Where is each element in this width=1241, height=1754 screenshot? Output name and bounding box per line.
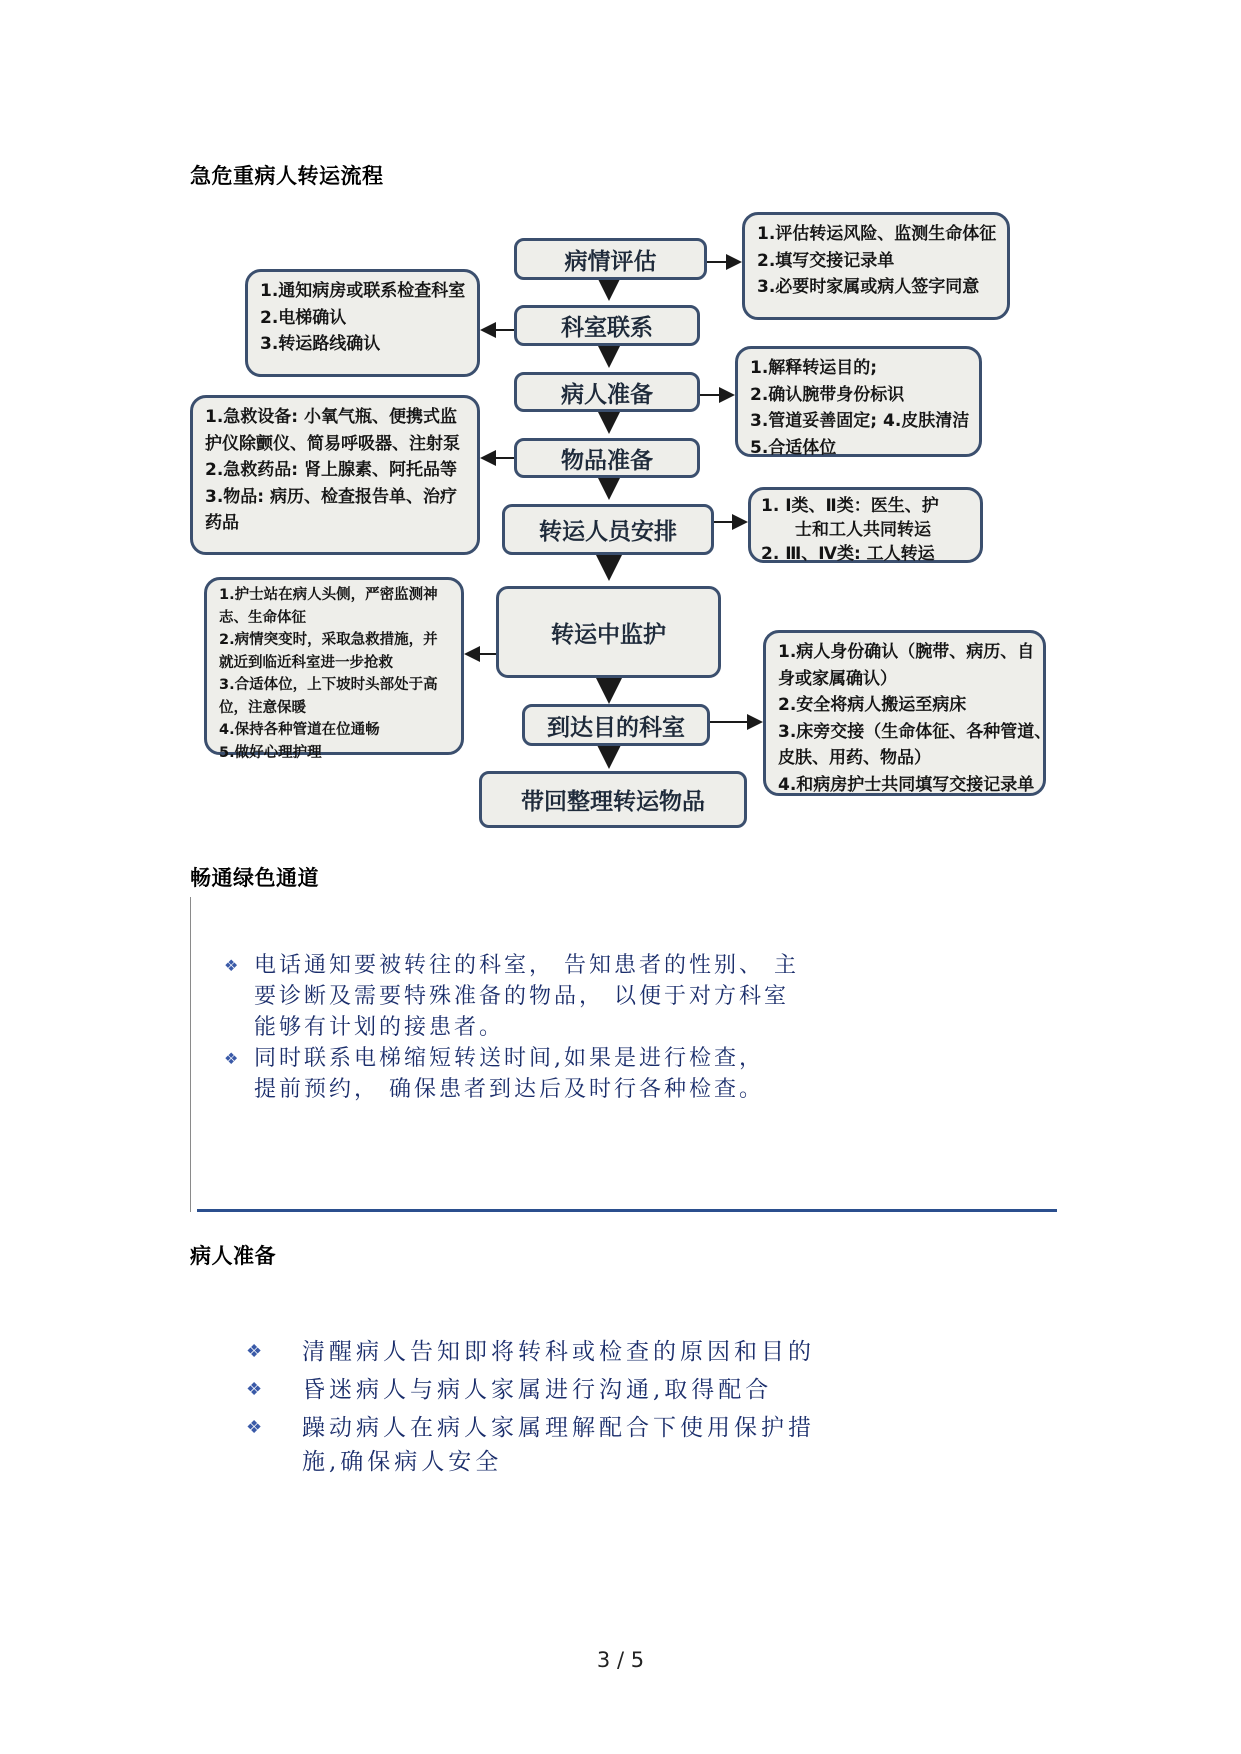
section-heading-flow: 急危重病人转运流程 — [190, 164, 384, 188]
diamond-cluster-icon: ❖ — [246, 1417, 267, 1438]
bullet-line: 要诊断及需要特殊准备的物品， 以便于对方科室 — [254, 984, 789, 1009]
note-line: 2.安全将病人搬运至病床 — [778, 695, 967, 715]
diamond-cluster-icon: ❖ — [246, 1379, 267, 1400]
section-heading-patient-prep: 病人准备 — [190, 1244, 276, 1268]
note-line: 1.护士站在病人头侧，严密监测神 — [219, 587, 438, 603]
slide-bottom-rule — [197, 1209, 1057, 1212]
note-line: 1. Ⅰ类、Ⅱ类：医生、护 — [761, 496, 939, 516]
flow-step-monitor: 转运中监护 — [496, 586, 721, 678]
flow-step-return: 带回整理转运物品 — [479, 771, 747, 828]
flow-step-contact: 科室联系 — [514, 305, 700, 346]
bullet-line: 清醒病人告知即将转科或检查的原因和目的 — [302, 1339, 815, 1365]
flow-step-items: 物品准备 — [514, 438, 700, 478]
note-line: 1.通知病房或联系检查科室 — [260, 281, 466, 301]
note-line: 2.病情突变时，采取急救措施，并 — [219, 632, 438, 648]
bullet-line: 施,确保病人安全 — [302, 1449, 503, 1475]
note-contact — [245, 269, 480, 377]
note-line: 5.合适体位 — [750, 437, 837, 458]
note-arrive — [763, 630, 1052, 796]
note-line: 3.物品: 病历、检查报告单、治疗 — [205, 486, 458, 507]
note-line: 志、生命体征 — [219, 609, 306, 626]
note-line: 2.填写交接记录单 — [757, 250, 895, 271]
note-patient — [735, 346, 982, 457]
note-line: 1.解释转运目的; — [750, 358, 878, 378]
diamond-cluster-icon: ❖ — [224, 1049, 242, 1068]
note-items — [190, 395, 480, 555]
note-line: 身或家属确认） — [778, 668, 897, 689]
note-line: 3.管道妥善固定; 4.皮肤清洁 — [750, 411, 970, 431]
flow-step-staff: 转运人员安排 — [502, 504, 714, 555]
bullet-line: 躁动病人在病人家属理解配合下使用保护措 — [302, 1415, 815, 1441]
green-channel-bullets — [224, 950, 984, 1105]
flow-step-arrive: 到达目的科室 — [522, 704, 710, 746]
note-line: 3.必要时家属或病人签字同意 — [757, 277, 980, 297]
list-item — [224, 1043, 984, 1105]
note-line: 5.做好心理护理 — [219, 744, 322, 761]
note-line: 1.病人身份确认（腕带、病历、自 — [778, 642, 1035, 662]
note-line: 就近到临近科室进一步抢救 — [219, 654, 393, 671]
note-line: 2.急救药品: 肾上腺素、阿托品等 — [205, 460, 458, 480]
note-line: 皮肤、用药、物品） — [778, 748, 931, 768]
note-line: 4.保持各种管道在位通畅 — [219, 722, 380, 738]
note-staff — [748, 487, 983, 563]
note-line: 位，注意保暖 — [219, 699, 306, 716]
note-line: 药品 — [205, 513, 239, 533]
list-item — [224, 950, 984, 1043]
diamond-cluster-icon: ❖ — [224, 956, 242, 975]
section-heading-green-channel: 畅通绿色通道 — [190, 866, 319, 890]
note-monitor — [204, 577, 464, 761]
bullet-line: 能够有计划的接患者。 — [254, 1015, 505, 1040]
note-line: 4.和病房护士共同填写交接记录单 — [778, 774, 1035, 795]
list-item — [246, 1335, 1006, 1369]
note-line: 3.转运路线确认 — [260, 334, 381, 354]
note-line: 2.电梯确认 — [260, 307, 347, 328]
note-line: 1.评估转运风险、监测生命体征 — [757, 224, 997, 244]
note-line: 2. Ⅲ、Ⅳ类: 工人转运 — [761, 544, 935, 564]
list-item — [246, 1373, 1006, 1407]
note-line: 1.急救设备: 小氧气瓶、便携式监 — [205, 407, 458, 427]
list-item — [246, 1411, 1006, 1479]
bullet-line: 电话通知要被转往的科室， 告知患者的性别、 主 — [254, 953, 799, 978]
note-line: 3.合适体位，上下坡时头部处于高 — [219, 677, 438, 693]
note-line: 护仪除颤仪、简易呼吸器、注射泵 — [205, 433, 460, 454]
note-assess — [742, 212, 1010, 320]
bullet-line: 昏迷病人与病人家属进行沟通,取得配合 — [302, 1377, 773, 1403]
bullet-line: 同时联系电梯缩短转送时间,如果是进行检查， — [254, 1046, 764, 1071]
note-line: 士和工人共同转运 — [795, 520, 931, 540]
note-line: 2.确认腕带身份标识 — [750, 384, 905, 405]
patient-prep-bullets — [246, 1335, 1006, 1483]
flow-step-assess: 病情评估 — [514, 238, 707, 280]
note-line: 3.床旁交接（生命体征、各种管道、 — [778, 721, 1052, 742]
diamond-cluster-icon: ❖ — [246, 1341, 267, 1362]
bullet-line: 提前预约， 确保患者到达后及时行各种检查。 — [254, 1077, 764, 1102]
flow-step-patient: 病人准备 — [514, 372, 700, 412]
page-number: 3 / 5 — [596, 1648, 645, 1672]
